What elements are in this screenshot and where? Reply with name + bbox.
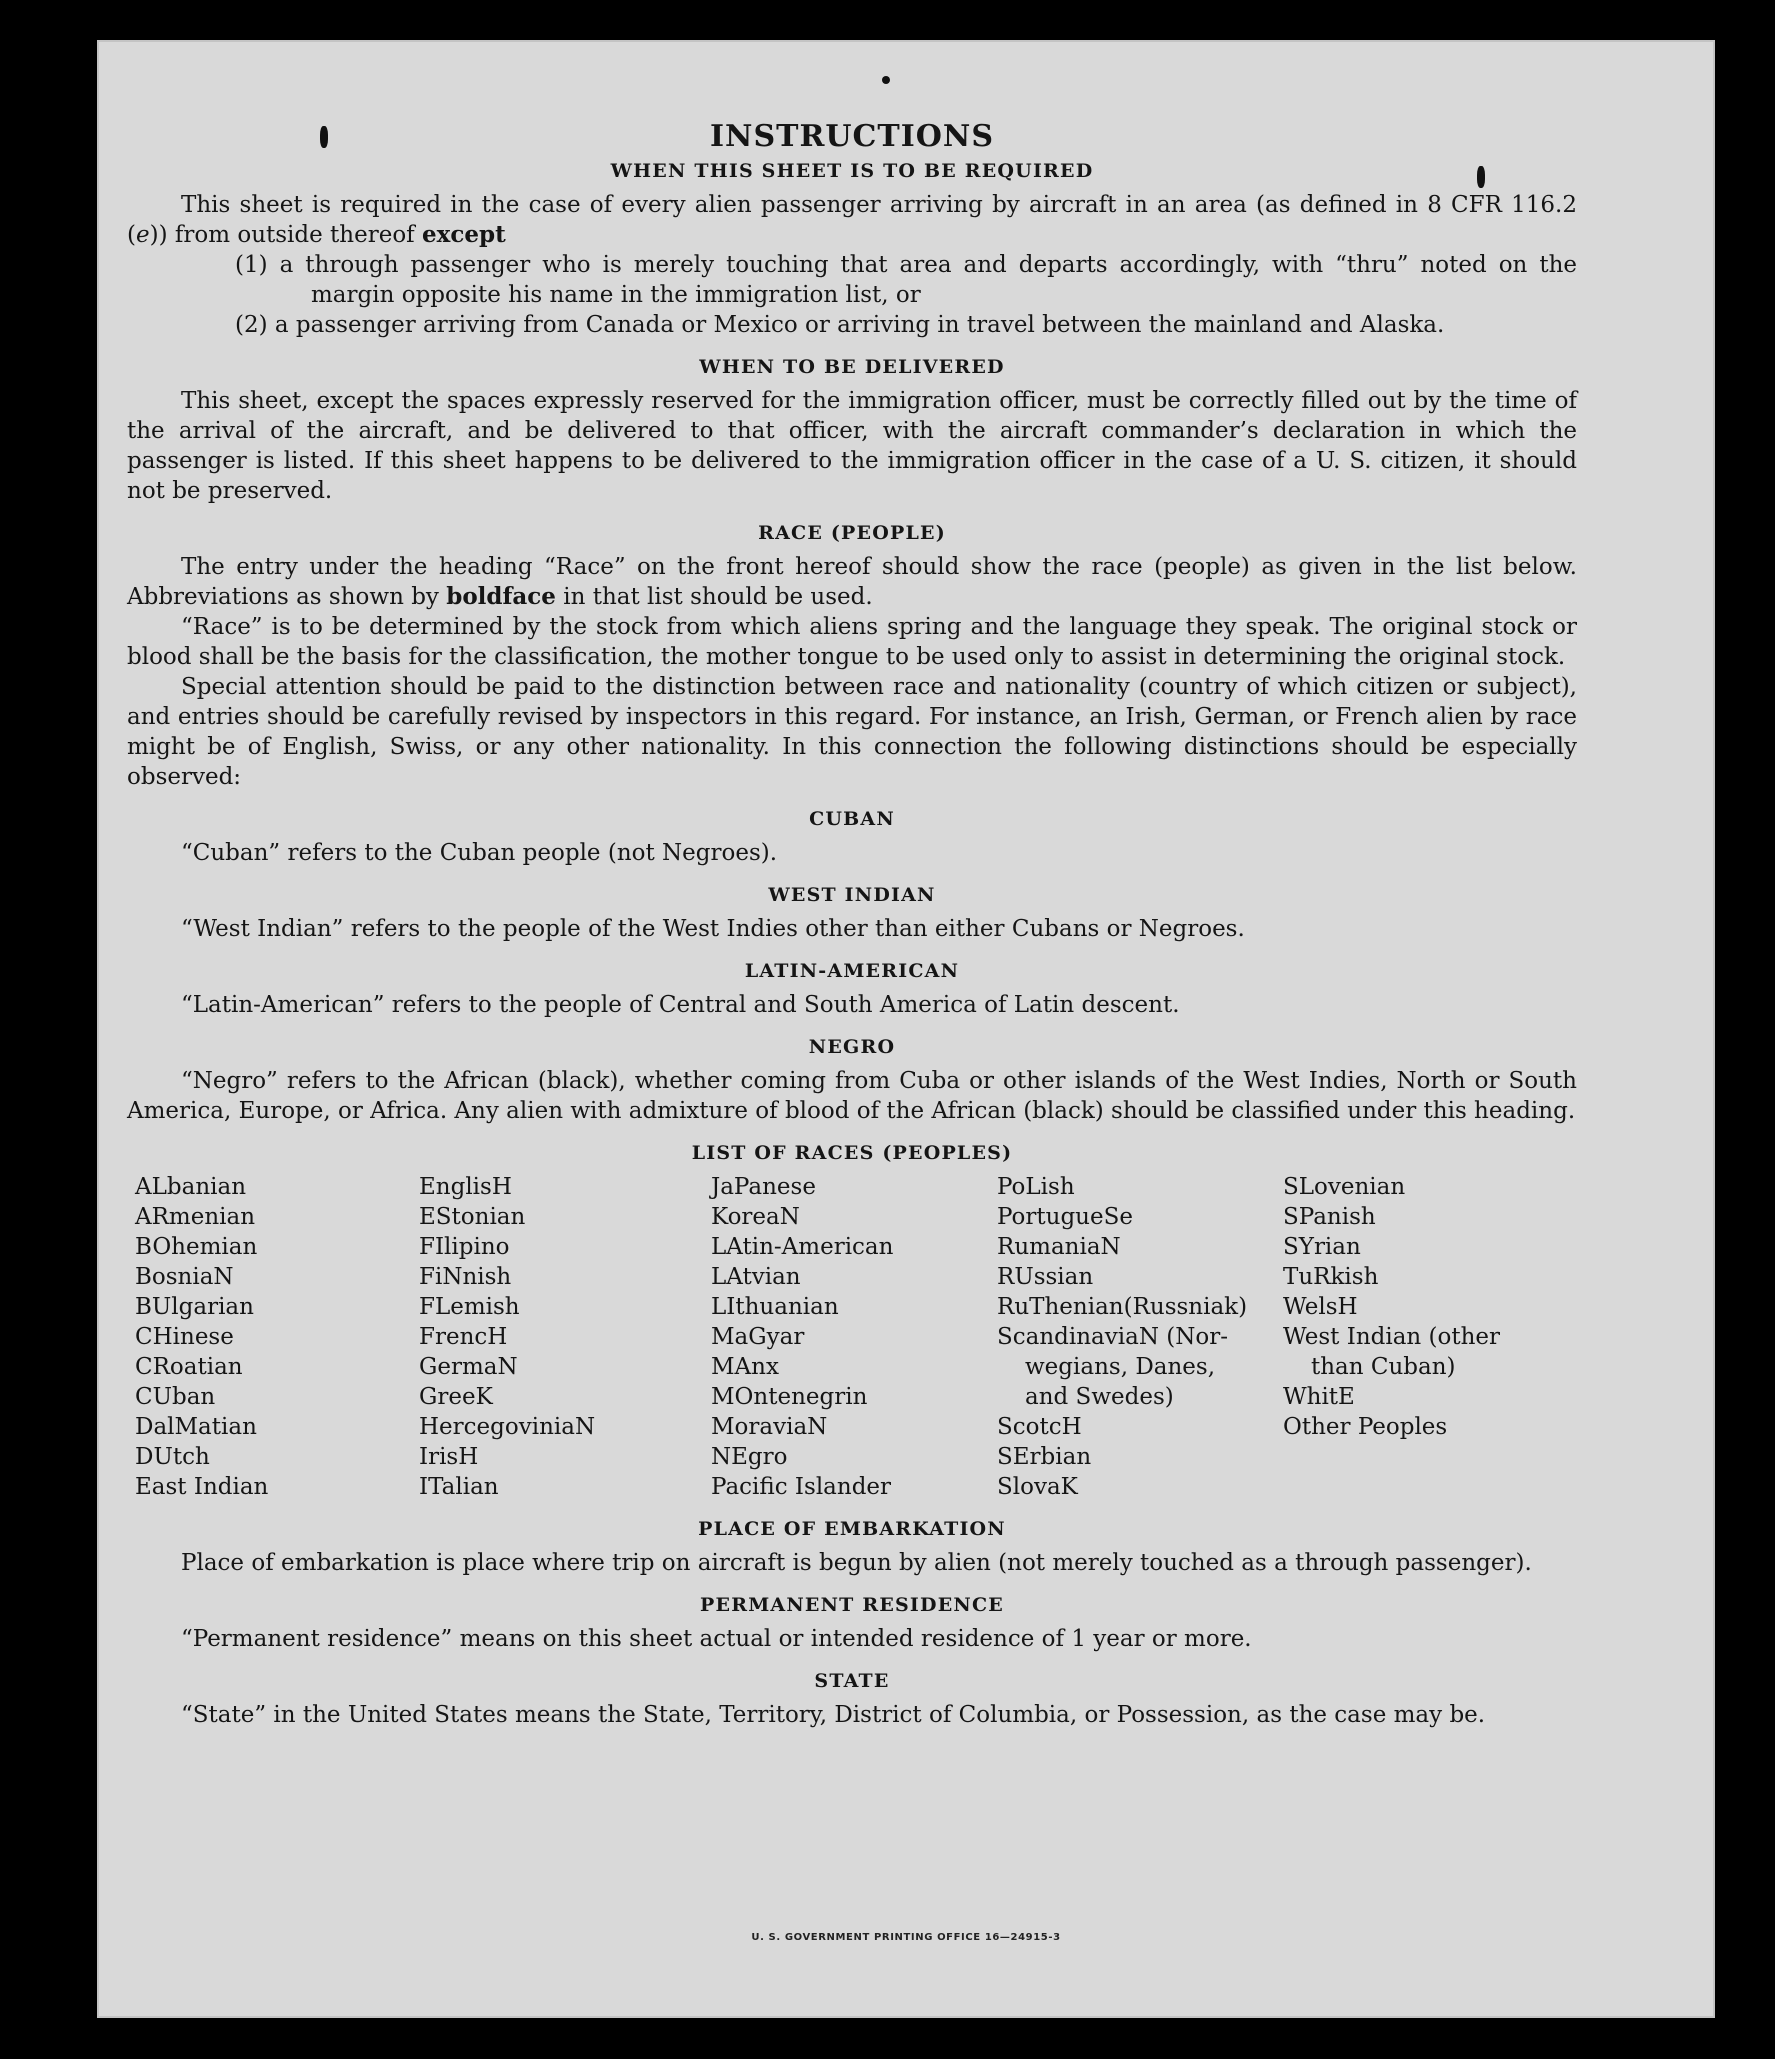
race-item: KoreaN: [711, 1204, 800, 1230]
race-item: MOntenegrin: [711, 1384, 868, 1410]
race-item: EStonian: [419, 1204, 526, 1230]
race-item: TuRkish: [1283, 1264, 1379, 1290]
race-item: Pacific Islander: [711, 1474, 892, 1500]
race-item: BosniaN: [135, 1264, 234, 1290]
section-heading-when-required: WHEN THIS SHEET IS TO BE REQUIRED: [610, 160, 1094, 182]
race-item: ALbanian: [135, 1174, 247, 1200]
cuban-text: “Cuban” refers to the Cuban people (not Negroes).: [181, 840, 778, 866]
race-item: WelsH: [1283, 1294, 1358, 1320]
race-item: ITalian: [419, 1474, 499, 1500]
race-item: SErbian: [997, 1444, 1092, 1470]
race-item-continued: and Swedes): [1025, 1384, 1174, 1410]
race-paragraph-1: [127, 552, 1577, 612]
race-item: WhitE: [1283, 1384, 1355, 1410]
race-item: PoLish: [997, 1174, 1075, 1200]
list-item: [127, 310, 1577, 340]
when-required-intro: [127, 190, 1577, 250]
race-item: DalMatian: [135, 1414, 257, 1440]
instructions-body: [127, 120, 1577, 1730]
document-page: [97, 40, 1715, 2018]
section-heading-list-of-races: LIST OF RACES (PEOPLES): [691, 1142, 1013, 1164]
embarkation-text: Place of embarkation is place where trip on aircraft is begun by alien (not merely touched as a through passenger).: [181, 1550, 1532, 1576]
section-heading-when-delivered: WHEN TO BE DELIVERED: [699, 356, 1005, 378]
race-item: RumaniaN: [997, 1234, 1121, 1260]
section-heading-cuban: CUBAN: [809, 808, 895, 830]
race-item: JaPanese: [711, 1174, 816, 1200]
section-heading-negro: NEGRO: [808, 1036, 896, 1058]
latin-american-text: “Latin-American” refers to the people of Central and South America of Latin descent.: [181, 992, 1180, 1018]
races-column-4: [997, 1172, 1283, 1502]
race-item: ScandinaviaN (Nor-: [997, 1324, 1228, 1350]
race-item: PortugueSe: [997, 1204, 1133, 1230]
residence-text: “Permanent residence” means on this sheet actual or intended residence of 1 year or more.: [181, 1626, 1252, 1652]
race-paragraph-3: Special attention should be paid to the distinction between race and nationality (country of which citizen or subject), and entries should be carefully revised by inspectors in this regard. For instance, an Irish, German, or French alien by race might be of English, Swiss, or any other nationality. In this connection the following distinctions should be especially observed:: [127, 674, 1577, 790]
race-item: HercegoviniaN: [419, 1414, 596, 1440]
race-item-continued: than Cuban): [1311, 1354, 1456, 1380]
races-column-2: [419, 1172, 711, 1502]
race-item: GermaN: [419, 1354, 518, 1380]
race-item: IrisH: [419, 1444, 479, 1470]
race-item: SlovaK: [997, 1474, 1078, 1500]
section-heading-race: RACE (PEOPLE): [758, 522, 946, 544]
race-item: GreeK: [419, 1384, 493, 1410]
race-item: CUban: [135, 1384, 216, 1410]
race-item: West Indian (other: [1283, 1324, 1501, 1350]
race-item: DUtch: [135, 1444, 210, 1470]
race-item: RuThenian(Russniak): [997, 1294, 1248, 1320]
section-heading-west-indian: WEST INDIAN: [768, 884, 936, 906]
punch-mark: [882, 76, 890, 84]
race-item: ScotcH: [997, 1414, 1082, 1440]
race-item: EnglisH: [419, 1174, 512, 1200]
race-item: FiNnish: [419, 1264, 512, 1290]
printing-office-footer: U. S. GOVERNMENT PRINTING OFFICE 16—24915-3: [751, 1932, 1061, 1943]
list-item: [127, 250, 1577, 310]
section-heading-embarkation: PLACE OF EMBARKATION: [698, 1518, 1006, 1540]
race-item: MoraviaN: [711, 1414, 828, 1440]
race-item: CRoatian: [135, 1354, 243, 1380]
race-item: FLemish: [419, 1294, 520, 1320]
section-heading-state: STATE: [814, 1670, 890, 1692]
race-item: MAnx: [711, 1354, 779, 1380]
intro-except: except: [422, 221, 506, 248]
race-item: SPanish: [1283, 1204, 1376, 1230]
negro-text: “Negro” refers to the African (black), whether coming from Cuba or other islands of the West Indies, North or South America, Europe, or Africa. Any alien with admixture of blood of the African (black) should be classified under this heading.: [127, 1068, 1577, 1124]
race-paragraph-2: “Race” is to be determined by the stock from which aliens spring and the language they speak. The original stock or blood shall be the basis for the classification, the mother tongue to be used only to assist in determining the original stock.: [127, 614, 1577, 670]
race-item: MaGyar: [711, 1324, 805, 1350]
west-indian-text: “West Indian” refers to the people of the West Indies other than either Cubans or Negroes.: [181, 916, 1245, 942]
race-item: Other Peoples: [1283, 1414, 1448, 1440]
intro-text-e: e: [135, 222, 150, 248]
race-item: BOhemian: [135, 1234, 258, 1260]
intro-text-a: This sheet is required in the case of every alien passenger arriving by aircraft in an area (as defined in 8 CFR 116.2 (: [127, 192, 1577, 248]
race-item: SLovenian: [1283, 1174, 1406, 1200]
race-item: LAtin-American: [711, 1234, 894, 1260]
state-text: “State” in the United States means the State, Territory, District of Columbia, or Possession, as the case may be.: [181, 1702, 1486, 1728]
race-item: LIthuanian: [711, 1294, 839, 1320]
list-item-number: (2): [235, 312, 268, 338]
race-item: LAtvian: [711, 1264, 801, 1290]
section-heading-latin-american: LATIN-AMERICAN: [744, 960, 960, 982]
when-delivered-text: This sheet, except the spaces expressly reserved for the immigration officer, must be correctly filled out by the time of the arrival of the aircraft, and be delivered to that officer, with the aircraft commander’s declaration in which the passenger is listed. If this sheet happens to be delivered to the immigration officer in the case of a U. S. citizen, it should not be preserved.: [127, 388, 1577, 504]
race-item: RUssian: [997, 1264, 1094, 1290]
races-column-5: [1283, 1172, 1573, 1502]
race-item: NEgro: [711, 1444, 788, 1470]
race-item: BUlgarian: [135, 1294, 254, 1320]
races-list: [127, 1172, 1577, 1502]
race-p1-text-a: The entry under the heading “Race” on the front hereof should show the race (people) as given in the list below. Abbreviations as shown by: [127, 554, 1577, 610]
page-title: INSTRUCTIONS: [710, 119, 994, 154]
races-column-1: [135, 1172, 419, 1502]
race-p1-bold: boldface: [446, 583, 556, 610]
race-item: FrencH: [419, 1324, 508, 1350]
list-item-text: a through passenger who is merely touching that area and departs accordingly, with “thru” noted on the margin opposite his name in the immigration list, or: [279, 252, 1577, 308]
intro-text-b: )) from outside thereof: [149, 222, 422, 248]
race-item: FIlipino: [419, 1234, 510, 1260]
list-item-text: a passenger arriving from Canada or Mexico or arriving in travel between the mainland and Alaska.: [274, 312, 1445, 338]
race-item: East Indian: [135, 1474, 269, 1500]
list-item-number: (1): [235, 252, 268, 278]
race-item: CHinese: [135, 1324, 234, 1350]
race-item: SYrian: [1283, 1234, 1361, 1260]
section-heading-residence: PERMANENT RESIDENCE: [700, 1594, 1004, 1616]
races-column-3: [711, 1172, 997, 1502]
race-p1-text-b: in that list should be used.: [555, 584, 873, 610]
race-item-continued: wegians, Danes,: [1025, 1354, 1216, 1380]
race-item: ARmenian: [135, 1204, 256, 1230]
